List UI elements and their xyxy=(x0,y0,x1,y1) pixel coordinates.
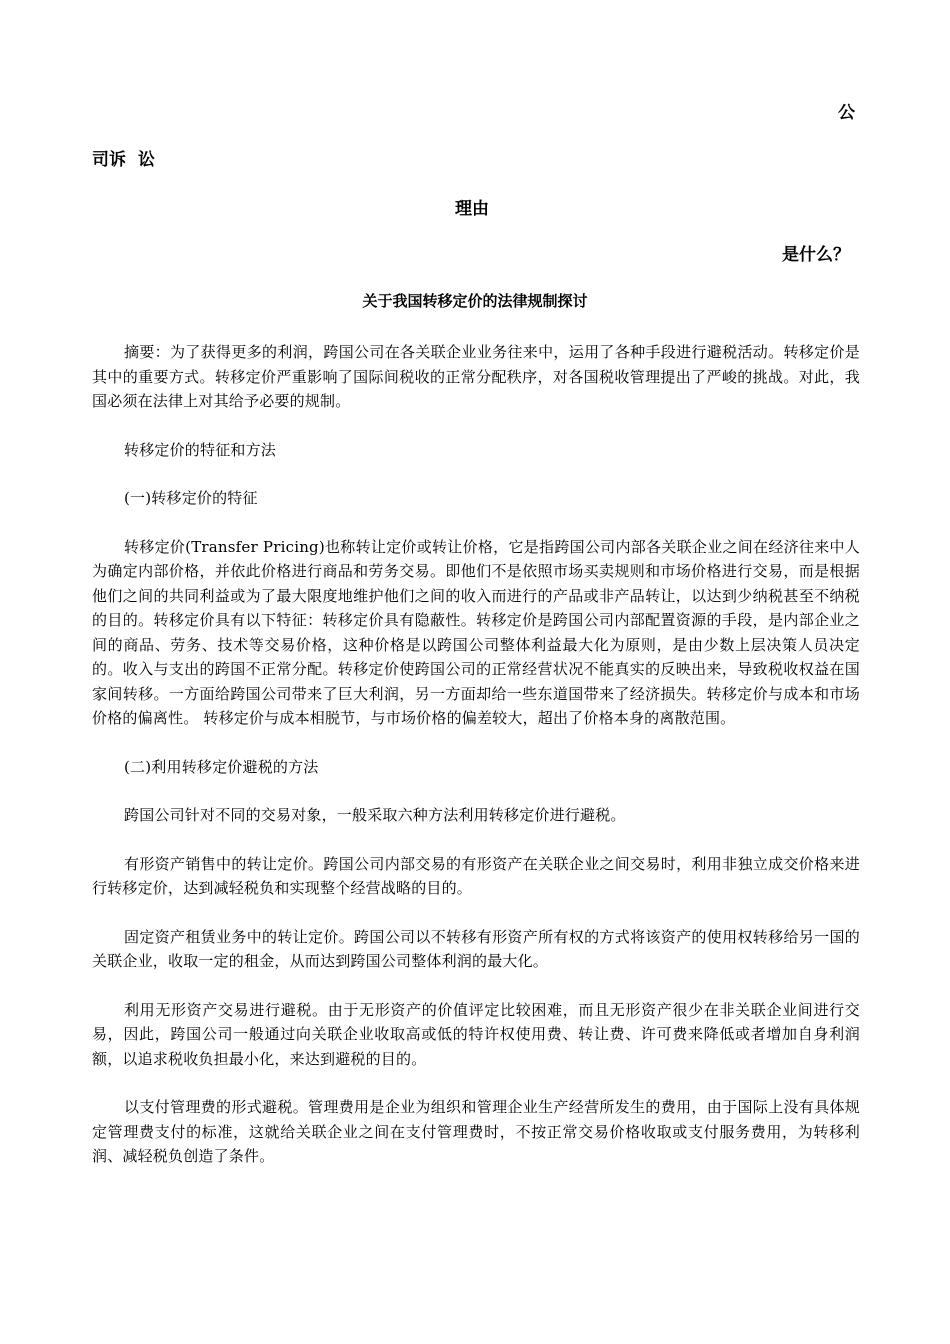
subsection-heading-1: (一)转移定价的特征 xyxy=(124,489,258,507)
body-paragraph: 以支付管理费的形式避税。管理费用是企业为组织和管理企业生产经营所发生的费用，由于国际上没有具体规定管理费支付的标准，这就给关联企业之间在支付管理费时，不按正常交易价格收取或支付服务费用，为转移利润、减轻税负创造了条件。 xyxy=(92,1098,860,1165)
document-body xyxy=(92,340,860,1193)
subsection-heading-2: (二)利用转移定价避税的方法 xyxy=(124,757,319,776)
header-fragment-1: 公 xyxy=(838,103,855,123)
header-fragment-4: 是什么？ xyxy=(782,245,850,265)
header-fragment-2: 司诉 讼 xyxy=(92,150,155,170)
document-title: 关于我国转移定价的法律规制探讨 xyxy=(362,292,588,310)
body-paragraph: 跨国公司针对不同的交易对象，一般采取六种方法利用转移定价进行避税。 xyxy=(124,806,626,824)
section-heading: 转移定价的特征和方法 xyxy=(124,440,277,459)
body-paragraph: 有形资产销售中的转让定价。跨国公司内部交易的有形资产在关联企业之间交易时，利用非独立成交价格来进行转移定价，达到减轻税负和实现整个经营战略的目的。 xyxy=(92,854,860,897)
body-paragraph: 固定资产租赁业务中的转让定价。跨国公司以不转移有形资产所有权的方式将该资产的使用权转移给另一国的关联企业，收取一定的租金，从而达到跨国公司整体利润的最大化。 xyxy=(92,927,860,970)
abstract-paragraph: 摘要：为了获得更多的利润，跨国公司在各关联企业业务往来中，运用了各种手段进行避税活动。转移定价是其中的重要方式。转移定价严重影响了国际间税收的正常分配秩序，对各国税收管理提出了严峻的挑战。对此，我国必须在法律上对其给予必要的规制。 xyxy=(92,343,860,410)
body-paragraph: 转移定价(Transfer Pricing)也称转让定价或转让价格，它是指跨国公司内部各关联企业之间在经济往来中人为确定内部价格，并依此价格进行商品和劳务交易。即他们不是依照市场买卖规则和市场价格进行交易，而是根据他们之间的共同利益或为了最大限度地维护他们之间的收入而进行的产品或非产品转让，以达到少纳税甚至不纳税的目的。转移定价具有以下特征：转移定价具有隐蔽性。转移定价是跨国公司内部配置资源的手段，是内部企业之间的商品、劳务、技术等交易价格，这种价格是以跨国公司整体利益最大化为原则，是由少数上层决策人员决定的。收入与支出的跨国不正常分配。转移定价使跨国公司的正常经营状况不能真实的反映出来，导致税收权益在国家间转移。一方面给跨国公司带来了巨大利润，另一方面却给一些东道国带来了经济损失。转移定价与成本和市场价格的偏离性。 转移定价与成本相脱节，与市场价格的偏差较大，超出了价格本身的离散范围。 xyxy=(92,537,860,727)
body-paragraph: 利用无形资产交易进行避税。由于无形资产的价值评定比较困难，而且无形资产很少在非关联企业间进行交易，因此，跨国公司一般通过向关联企业收取高或低的特许权使用费、转让费、许可费来降低或者增加自身利润额，以追求税收负担最小化，来达到避税的目的。 xyxy=(92,1000,860,1068)
header-fragment-3: 理由 xyxy=(455,199,489,219)
